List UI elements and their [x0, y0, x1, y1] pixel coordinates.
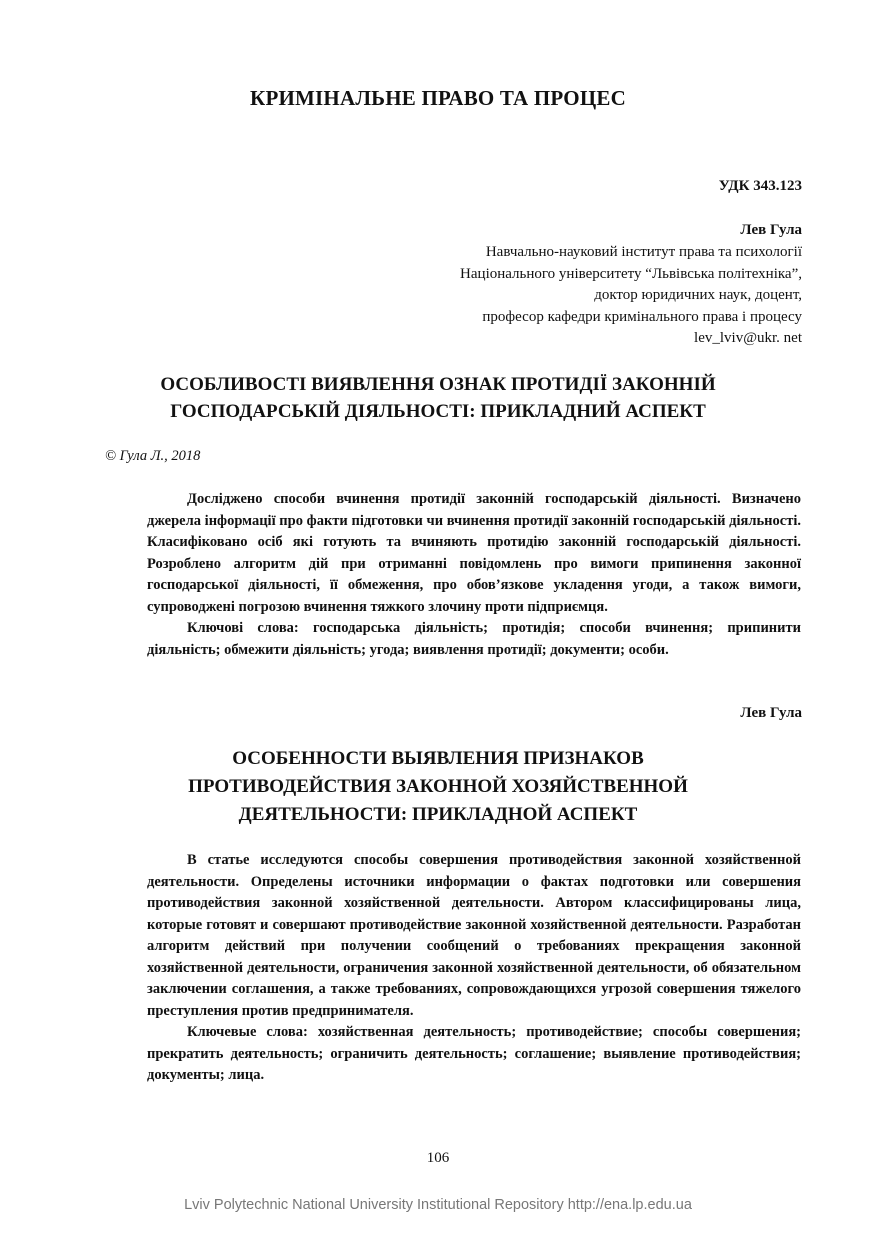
repository-footer: Lviv Polytechnic National University Institutional Repository http://ena.lp.edu.ua [184, 1197, 692, 1213]
keywords: Ключевые слова: хозяйственная деятельность; противодействие; способы совершения; прекратить деятельность; ограничить деятельность; соглашение; выявление противодействия; документы; лица. [147, 1024, 801, 1083]
affiliation-line: Навчально-науковий інститут права та психології [485, 244, 802, 260]
abstract-text: В статье исследуются способы совершения противодействия законной хозяйственной деятельности. Определены источники информации о фактах подготовки или совершения противодействия законной хозяйственной деятельности. Автором классифицированы лица, которые готовят и совершают противодействие законной хозяйственной деятельности. Разработан алгоритм действий при получении сообщений о требованиях прекращения законной хозяйственной деятельности, ограничения законной хозяйственной деятельности, об обязательном заключении соглашения, а также требованиях, сопровождающихся угрозой совершения тяжелого преступления против предпринимателя. [147, 852, 801, 1019]
page-number: 106 [426, 1150, 450, 1166]
abstract-uk [147, 489, 801, 661]
affiliation-line: професор кафедри кримінального права і процесу [482, 308, 802, 325]
article-title-uk [0, 371, 876, 425]
section-title: КРИМІНАЛЬНЕ ПРАВО ТА ПРОЦЕС [250, 86, 626, 110]
article-title-ru [0, 745, 876, 829]
affiliation-line: Національного університету “Львівська політехніка”, [460, 265, 802, 282]
author-email: lev_lviv@ukr. net [694, 330, 802, 346]
author-name: Лев Гула [740, 222, 802, 238]
affiliation-line: доктор юридичних наук, доцент, [594, 287, 802, 303]
abstract-text: Досліджено способи вчинення протидії законній господарській діяльності. Визначено джерела інформації про факти підготовки чи вчинення протидії законній господарській діяльності. Класифіковано осіб які готують та вчиняють протидію законній господарській діяльності. Розроблено алгоритм дій при отриманні повідомлень про вимоги припинення законної господарської діяльності, її обмеження, про обов’язкове укладення угоди, а також вимоги, супроводжені погрозою вчинення тяжкого злочину проти підприємця. [147, 491, 801, 615]
title-line: ГОСПОДАРСЬКІЙ ДІЯЛЬНОСТІ: ПРИКЛАДНИЙ АСПЕКТ [170, 401, 706, 422]
title-line: ОСОБЛИВОСТІ ВИЯВЛЕННЯ ОЗНАК ПРОТИДІЇ ЗАКОННІЙ [160, 374, 716, 395]
title-line: ОСОБЕННОСТИ ВЫЯВЛЕНИЯ ПРИЗНАКОВ [232, 748, 644, 769]
udk-code: УДК 343.123 [718, 178, 802, 194]
author-name-ru: Лев Гула [740, 705, 802, 721]
author-affiliation [460, 242, 802, 350]
copyright: © Гула Л., 2018 [105, 448, 201, 464]
keywords: Ключові слова: господарська діяльність; протидія; способи вчинення; припинити діяльність; обмежити діяльність; угода; виявлення протидії; документи; особи. [147, 620, 801, 658]
abstract-ru [147, 850, 801, 1087]
title-line: ДЕЯТЕЛЬНОСТИ: ПРИКЛАДНОЙ АСПЕКТ [238, 804, 638, 825]
title-line: ПРОТИВОДЕЙСТВИЯ ЗАКОННОЙ ХОЗЯЙСТВЕННОЙ [188, 776, 688, 797]
